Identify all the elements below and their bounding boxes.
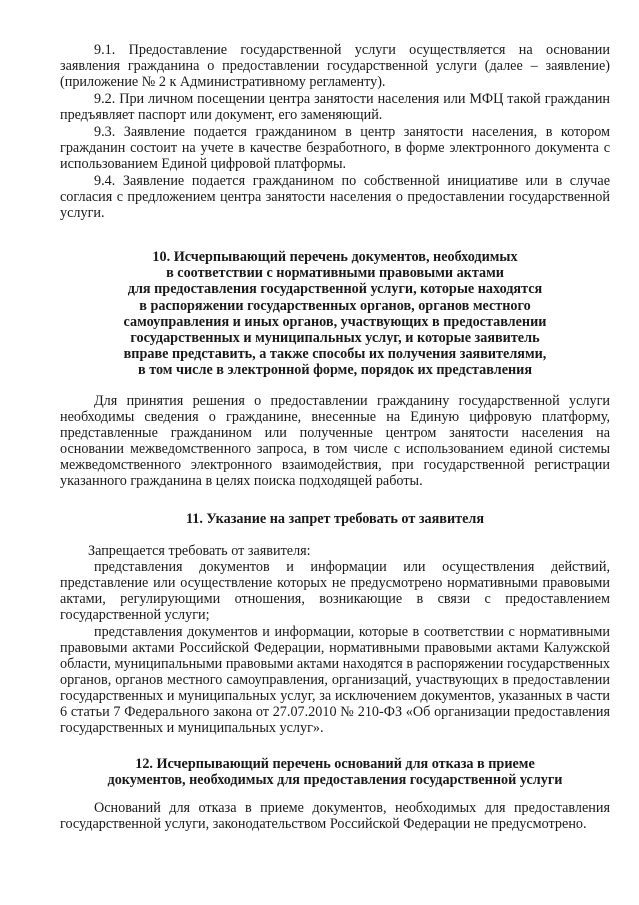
paragraph-10-1: Для принятия решения о предоставлении гражданину государственной услуги необходимы сведения о гражданине, внесенные на Единую цифровую платформу, представленные гражданином или полученные центром занятости населения на основании межведомственного запроса, в том числе с использованием единой системы межведомственного электронного взаимодействия, при государственной регистрации указанного гражданина в целях поиска подходящей работы. [60,393,610,489]
section-12-heading: 12. Исчерпывающий перечень оснований для отказа в приеме документов, необходимых для предоставления государственной услуги [107,756,563,789]
paragraph-11-2: представления документов и информации или осуществления действий, представление или осуществление которых не предусмотрено нормативными правовыми актами, регулирующими отношения, возникающие в связи с предоставлением государственной услуги; [60,559,610,623]
paragraph-9-1: 9.1. Предоставление государственной услуги осуществляется на основании заявления гражданина о предоставлении государственной услуги (далее – заявление) (приложение № 2 к Административному регламенту). [60,42,610,90]
paragraph-12-1: Оснований для отказа в приеме документов, необходимых для предоставления государственной услуги, законодательством Российской Федерации не предусмотрено. [60,800,610,832]
paragraph-9-3: 9.3. Заявление подается гражданином в центр занятости населения, в котором гражданин состоит на учете в качестве безработного, в форме электронного документа с использованием Единой цифровой платформы. [60,124,610,172]
paragraph-9-2: 9.2. При личном посещении центра занятости населения или МФЦ такой гражданин предъявляет паспорт или документ, его заменяющий. [60,91,610,123]
section-11-heading: 11. Указание на запрет требовать от заявителя [185,511,485,527]
paragraph-9-4: 9.4. Заявление подается гражданином по собственной инициативе или в случае согласия с предложением центра занятости населения о предоставлении государственной услуги. [60,173,610,221]
paragraph-11-1: Запрещается требовать от заявителя: [88,543,311,559]
paragraph-11-3: представления документов и информации, которые в соответствии с нормативными правовыми актами Российской Федерации, нормативными правовыми актами Калужской области, муниципальными правовыми актами находятся в распоряжении государственных органов, органов местного самоуправления, организаций, участвующих в предоставлении государственных и муниципальных услуг, за исключением документов, указанных в части 6 статьи 7 Федерального закона от 27.07.2010 № 210-ФЗ «Об организации предоставления государственных и муниципальных услуг». [60,624,610,736]
section-10-heading: 10. Исчерпывающий перечень документов, необходимых в соответствии с нормативными правовыми актами для предоставления государственной услуги, которые находятся в распоряжении государственных органов, органов местного самоуправления и иных органов, участвующих в предоставлении государственных и муниципальных услуг, и которые заявитель вправе представить, а также способы их получения заявителями, в том числе в электронной форме, порядок их представления [123,249,547,379]
